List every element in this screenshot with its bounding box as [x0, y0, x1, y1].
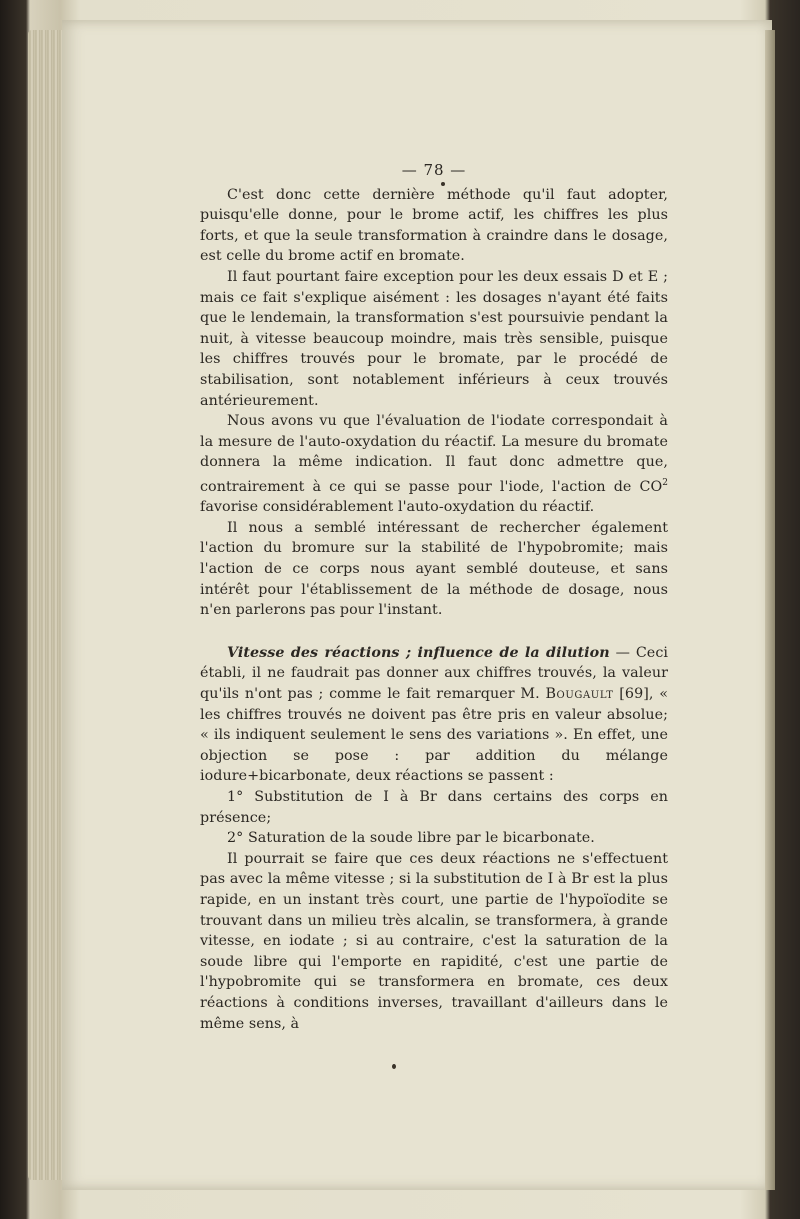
section-title: Vitesse des réactions ; influence de la dilution — [227, 644, 610, 661]
author-name: Bougault — [545, 686, 614, 703]
paragraph-2: Il faut pourtant faire exception pour les deux essais D et E ; mais ce fait s'explique aisément : les dosages n'ayant été faits que le lendemain, la transformation s'est poursuivie pendant la nuit, à vitesse beaucoup moindre, mais très sensible, puisque les chiffres trouvés pour le bromate, par le procédé de stabilisation, sont notablement inférieurs à ceux trouvés antérieurement. — [200, 268, 668, 409]
paragraph-final: Il pourrait se faire que ces deux réactions ne s'effectuent pas avec la même vitesse ; si la substitution de I à Br est la plus rapide, en un instant très court, une partie de l'hypoïodite se trouvant dans un milieu très alcalin, se transformera, à grande vitesse, en iodate ; si au contraire, c'est la saturation de la soude libre qui l'emporte en rapidité, c'est une partie de l'hypobromite qui se transformera en bromate, ces deux réactions à conditions inverses, travaillant d'ailleurs dans le même sens, à — [200, 850, 668, 1032]
paragraph-1: C'est donc cette dernière méthode qu'il faut adopter, puisqu'elle donne, pour le brome actif, les chiffres les plus forts, et que la seule transformation à craindre dans le dosage, est celle du brome actif en bromate. — [200, 186, 668, 265]
section-text-start: — Ceci établi, il ne faudrait pas donner aux chiffres trouvés, la valeur qu'ils n'ont pas ; comme le fait remarquer M. — [200, 644, 668, 703]
binding-right-edge — [765, 30, 775, 1190]
list-item-2: 2° Saturation de la soude libre par le bicarbonate. — [227, 830, 595, 847]
section-text-end: [69], « les chiffres trouvés ne doivent pas être pris en valeur absolue; « ils indiquent seulement le sens des variations ». En effet, une objection se pose : par addition du mélange iodure+bicarbonate, deux réactions se passent : — [200, 686, 669, 785]
paragraph-3-end: favorise considérablement l'auto-oxydation du réactif. — [200, 499, 595, 516]
page-number: — 78 — — [401, 161, 467, 179]
paragraph-4: Il nous a semblé intéressant de rechercher également l'action du bromure sur la stabilité de l'hypobromite; mais l'action de ce corps nous ayant semblé douteuse, et sans intérêt pour l'établissement de la méthode de dosage, nous n'en parlerons pas pour l'instant. — [200, 519, 668, 619]
superscript-2: 2 — [662, 477, 668, 488]
section-paragraph — [200, 643, 668, 787]
list-item-1: 1° Substitution de I à Br dans certains des corps en présence; — [200, 788, 668, 826]
ink-spot-2 — [441, 182, 445, 186]
page-text — [200, 160, 668, 1034]
ink-spot — [392, 1064, 396, 1069]
paragraph-3-text: Nous avons vu que l'évaluation de l'iodate correspondait à la mesure de l'auto-oxydation du réactif. La mesure du bromate donnera la même indication. Il faut donc admettre que, contrairement à ce qui se passe pour l'iode, l'action de CO — [200, 413, 668, 495]
paragraph-3 — [200, 411, 668, 518]
